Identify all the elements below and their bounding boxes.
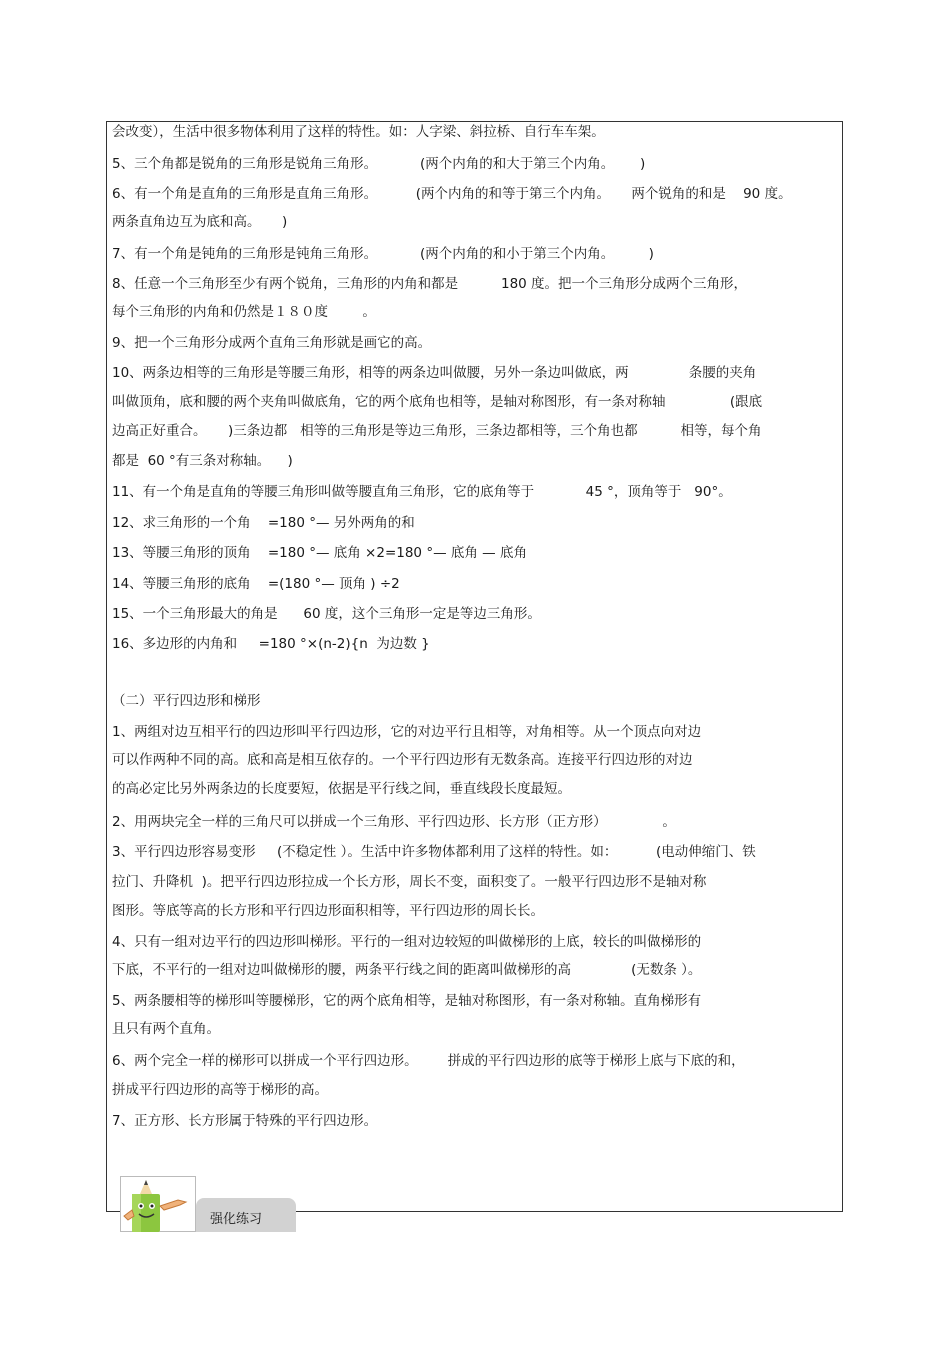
text-line: 叫做顶角，底和腰的两个夹角叫做底角，它的两个底角也相等，是轴对称图形，有一条对称轴 (跟底 [112,394,763,410]
text-line: 都是 60 °有三条对称轴。 ) [112,453,293,469]
section-heading: （二）平行四边形和梯形 [112,693,261,709]
text-line: 下底，不平行的一组对边叫做梯形的腰，两条平行线之间的距离叫做梯形的高 (无数条 ）。 [112,962,702,978]
practice-tab-label: 强化练习 [210,1212,263,1227]
pencil-mascot-icon [120,1176,196,1232]
text-line: 边高正好重合。 )三条边都 相等的三角形是等边三角形，三条边都相等，三个角也都 相等，每个角 [112,423,762,439]
text-line: 11、有一个角是直角的等腰三角形叫做等腰直角三角形，它的底角等于 45 °，顶角等于 90°。 [112,484,732,500]
text-line: 的高必定比另外两条边的长度要短，依据是平行线之间，垂直线段长度最短。 [112,781,571,797]
text-line: 7、有一个角是钝角的三角形是钝角三角形。 (两个内角的和小于第三个内角。 ) [112,246,654,262]
text-line: 2、用两块完全一样的三角尺可以拼成一个三角形、平行四边形、长方形（正方形） 。 [112,814,676,830]
text-line: 拼成平行四边形的高等于梯形的高。 [112,1082,328,1098]
text-line: 6、有一个角是直角的三角形是直角三角形。 (两个内角的和等于第三个内角。 两个锐角的和是 90 度。 [112,186,792,202]
text-line: 两条直角边互为底和高。 ) [112,214,288,230]
text-line: 拉门、升降机 )。把平行四边形拉成一个长方形，周长不变，面积变了。一般平行四边形不是轴对称 [112,874,707,890]
text-line: 10、两条边相等的三角形是等腰三角形，相等的两条边叫做腰，另外一条边叫做底，两 条腰的夹角 [112,365,757,381]
text-line: 图形。等底等高的长方形和平行四边形面积相等，平行四边形的周长长。 [112,903,544,919]
text-line: 每个三角形的内角和仍然是１８０度 。 [112,304,376,320]
text-line: 7、正方形、长方形属于特殊的平行四边形。 [112,1113,378,1129]
text-line: 可以作两种不同的高。底和高是相互依存的。一个平行四边形有无数条高。连接平行四边形的对边 [112,752,693,768]
text-line: 14、等腰三角形的底角 =(180 °— 顶角 ) ÷2 [112,576,400,592]
text-line: 1、两组对边互相平行的四边形叫平行四边形，它的对边平行且相等，对角相等。从一个顶点向对边 [112,724,702,740]
text-line: 5、三个角都是锐角的三角形是锐角三角形。 (两个内角的和大于第三个内角。 ) [112,156,646,172]
text-line: 5、两条腰相等的梯形叫等腰梯形，它的两个底角相等，是轴对称图形，有一条对称轴。直角梯形有 [112,993,702,1009]
text-line: 且只有两个直角。 [112,1021,220,1037]
text-line: 8、任意一个三角形至少有两个锐角，三角形的内角和都是 180 度。把一个三角形分成两个三角形， [112,276,748,292]
practice-tab[interactable] [196,1198,296,1232]
text-line: 15、一个三角形最大的角是 60 度，这个三角形一定是等边三角形。 [112,606,541,622]
text-line: 4、只有一组对边平行的四边形叫梯形。平行的一组对边较短的叫做梯形的上底，较长的叫做梯形的 [112,934,702,950]
text-line: 16、多边形的内角和 =180 °×(n-2){n 为边数 } [112,636,430,652]
text-line: 12、求三角形的一个角 =180 °— 另外两角的和 [112,515,415,531]
text-line: 9、把一个三角形分成两个直角三角形就是画它的高。 [112,335,432,351]
text-line: 3、平行四边形容易变形 (不稳定性 ）。生活中许多物体都利用了这样的特性。如： (电动伸缩门、铁 [112,844,756,860]
text-line: 6、两个完全一样的梯形可以拼成一个平行四边形。 拼成的平行四边形的底等于梯形上底与下底的和， [112,1053,745,1069]
text-line: 13、等腰三角形的顶角 =180 °— 底角 ×2=180 °— 底角 — 底角 [112,545,527,561]
text-line: 会改变），生活中很多物体利用了这样的特性。如：人字梁、斜拉桥、自行车车架。 [112,124,605,140]
